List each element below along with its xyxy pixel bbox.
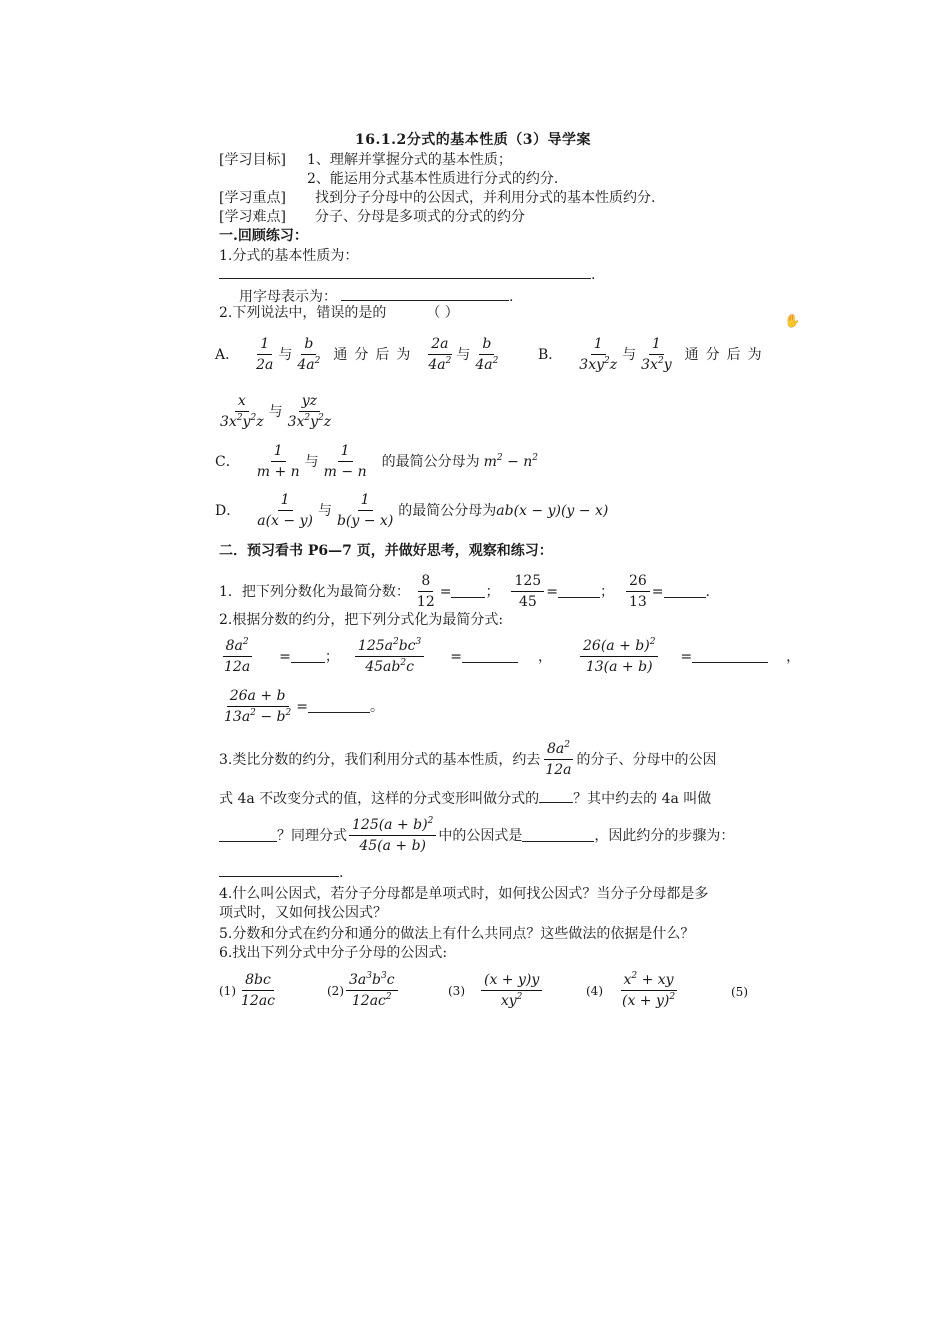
section2-q3-line1: 3.类比分数的约分，我们利用分式的基本性质，约去 $\frac{8a^2}{12a}$ 的分子、分母中的公因 bbox=[219, 740, 717, 779]
section2-heading: 二．预习看书 P6—7 页，并做好思考，观察和练习： bbox=[219, 543, 553, 559]
section1-q2: 2.下列说法中，错误的是的 （ ） bbox=[219, 305, 459, 321]
q1-letters-row: 用字母表示为： . bbox=[239, 289, 514, 305]
section2-q3-line3: ？同理分式 $\frac{125(a + b)^2}{45(a + b)}$ 中的公因式是 ，因此约分的步骤为： bbox=[219, 817, 734, 854]
section2-q2-row2: $\frac{26a + b}{13a^2 - b^2}$ = 。 bbox=[224, 688, 384, 726]
option-d: D． $\frac{1}{a(x - y)}$ 与 $\frac{1}{b(y - x)}$ 的最简公分母为 ab(x − y)(y − x) bbox=[215, 492, 609, 530]
section2-q4-line1: 4.什么叫公因式，若分子分母都是单项式时，如何找公因式？当分子分母都是多 bbox=[219, 886, 709, 902]
section2-q5: 5.分数和分式在约分和通分的做法上有什么共同点？这些做法的依据是什么？ bbox=[219, 926, 695, 942]
section2-q2: 2.根据分数的约分，把下列分式化为最简分式: bbox=[219, 612, 504, 628]
q6-item-2: (2) $\frac{3a^3b^3c}{12ac^2}$ bbox=[327, 972, 400, 1009]
focus-text: 找到分子分母中的公因式，并利用分式的基本性质约分. bbox=[315, 190, 656, 206]
page-title: 16.1.2分式的基本性质（3）导学案 bbox=[355, 132, 591, 148]
section2-q3-answer: . bbox=[219, 864, 343, 880]
option-b: B． $\frac{1}{3xy^2z}$ 与 $\frac{1}{3x^2y}$ 通分后为 bbox=[538, 336, 769, 374]
objectives-item-1: 1、理解并掌握分式的基本性质； bbox=[307, 152, 512, 168]
option-c: C． $\frac{1}{m + n}$ 与 $\frac{1}{m - n}$ 的最简公分母为 $m^2 - n^2$ bbox=[215, 443, 538, 481]
section1-heading: 一.回顾练习： bbox=[219, 228, 308, 244]
difficulty-text: 分子、分母是多项式的分式的约分 bbox=[315, 209, 525, 225]
section2-q4-line2: 项式时，又如何找公因式？ bbox=[219, 905, 387, 921]
q1-answer-line: . bbox=[219, 266, 595, 282]
q6-item-3: (3) $\frac{(x + y)y}{xy^2}$ bbox=[448, 972, 544, 1009]
objectives-item-2: 2、能运用分式基本性质进行分式的约分. bbox=[307, 171, 559, 187]
q6-item-5-label: (5) bbox=[731, 985, 748, 999]
q6-item-1: (1) $\frac{8bc}{12ac}$ bbox=[219, 972, 276, 1010]
section2-q1: 1．把下列分数化为最简分数： $\frac{8}{12}$ = ； $\frac{125}{45}$ = ； $\frac{26}{13}$ = . bbox=[219, 573, 710, 611]
option-a: A． $\frac{1}{2a}$ 与 $\frac{b}{4a^2}$ 通分后为 $\frac{2a}{4a^2}$ 与 $\frac{b}{4a^2}$ bbox=[215, 336, 499, 374]
q6-item-4: (4) $\frac{x^2 + xy}{(x + y)^2}$ bbox=[586, 971, 676, 1010]
option-b-result: $\frac{x}{3x^2y^2z}$ 与 $\frac{yz}{3x^2y^2z}$ bbox=[220, 393, 332, 431]
difficulty-label: [学习难点] bbox=[219, 209, 286, 225]
objectives-label: [学习目标] bbox=[219, 152, 286, 168]
section2-q3-line2: 式 4a 不改变分式的值，这样的分式变形叫做分式的 ？其中约去的 4a 叫做 bbox=[219, 791, 712, 807]
section1-q1: 1.分式的基本性质为： bbox=[219, 248, 359, 264]
focus-label: [学习重点] bbox=[219, 190, 286, 206]
section2-q6: 6.找出下列分式中分子分母的公因式: bbox=[219, 945, 448, 961]
hand-cursor-icon: ✋ bbox=[784, 314, 801, 329]
section2-q2-row1: $\frac{8a^2}{12a}$ = ； $\frac{125a^2bc^3}{45ab^2c}$ = ， $\frac{26(a + b)^2}{13(a + b)}$ = ， bbox=[224, 637, 801, 676]
